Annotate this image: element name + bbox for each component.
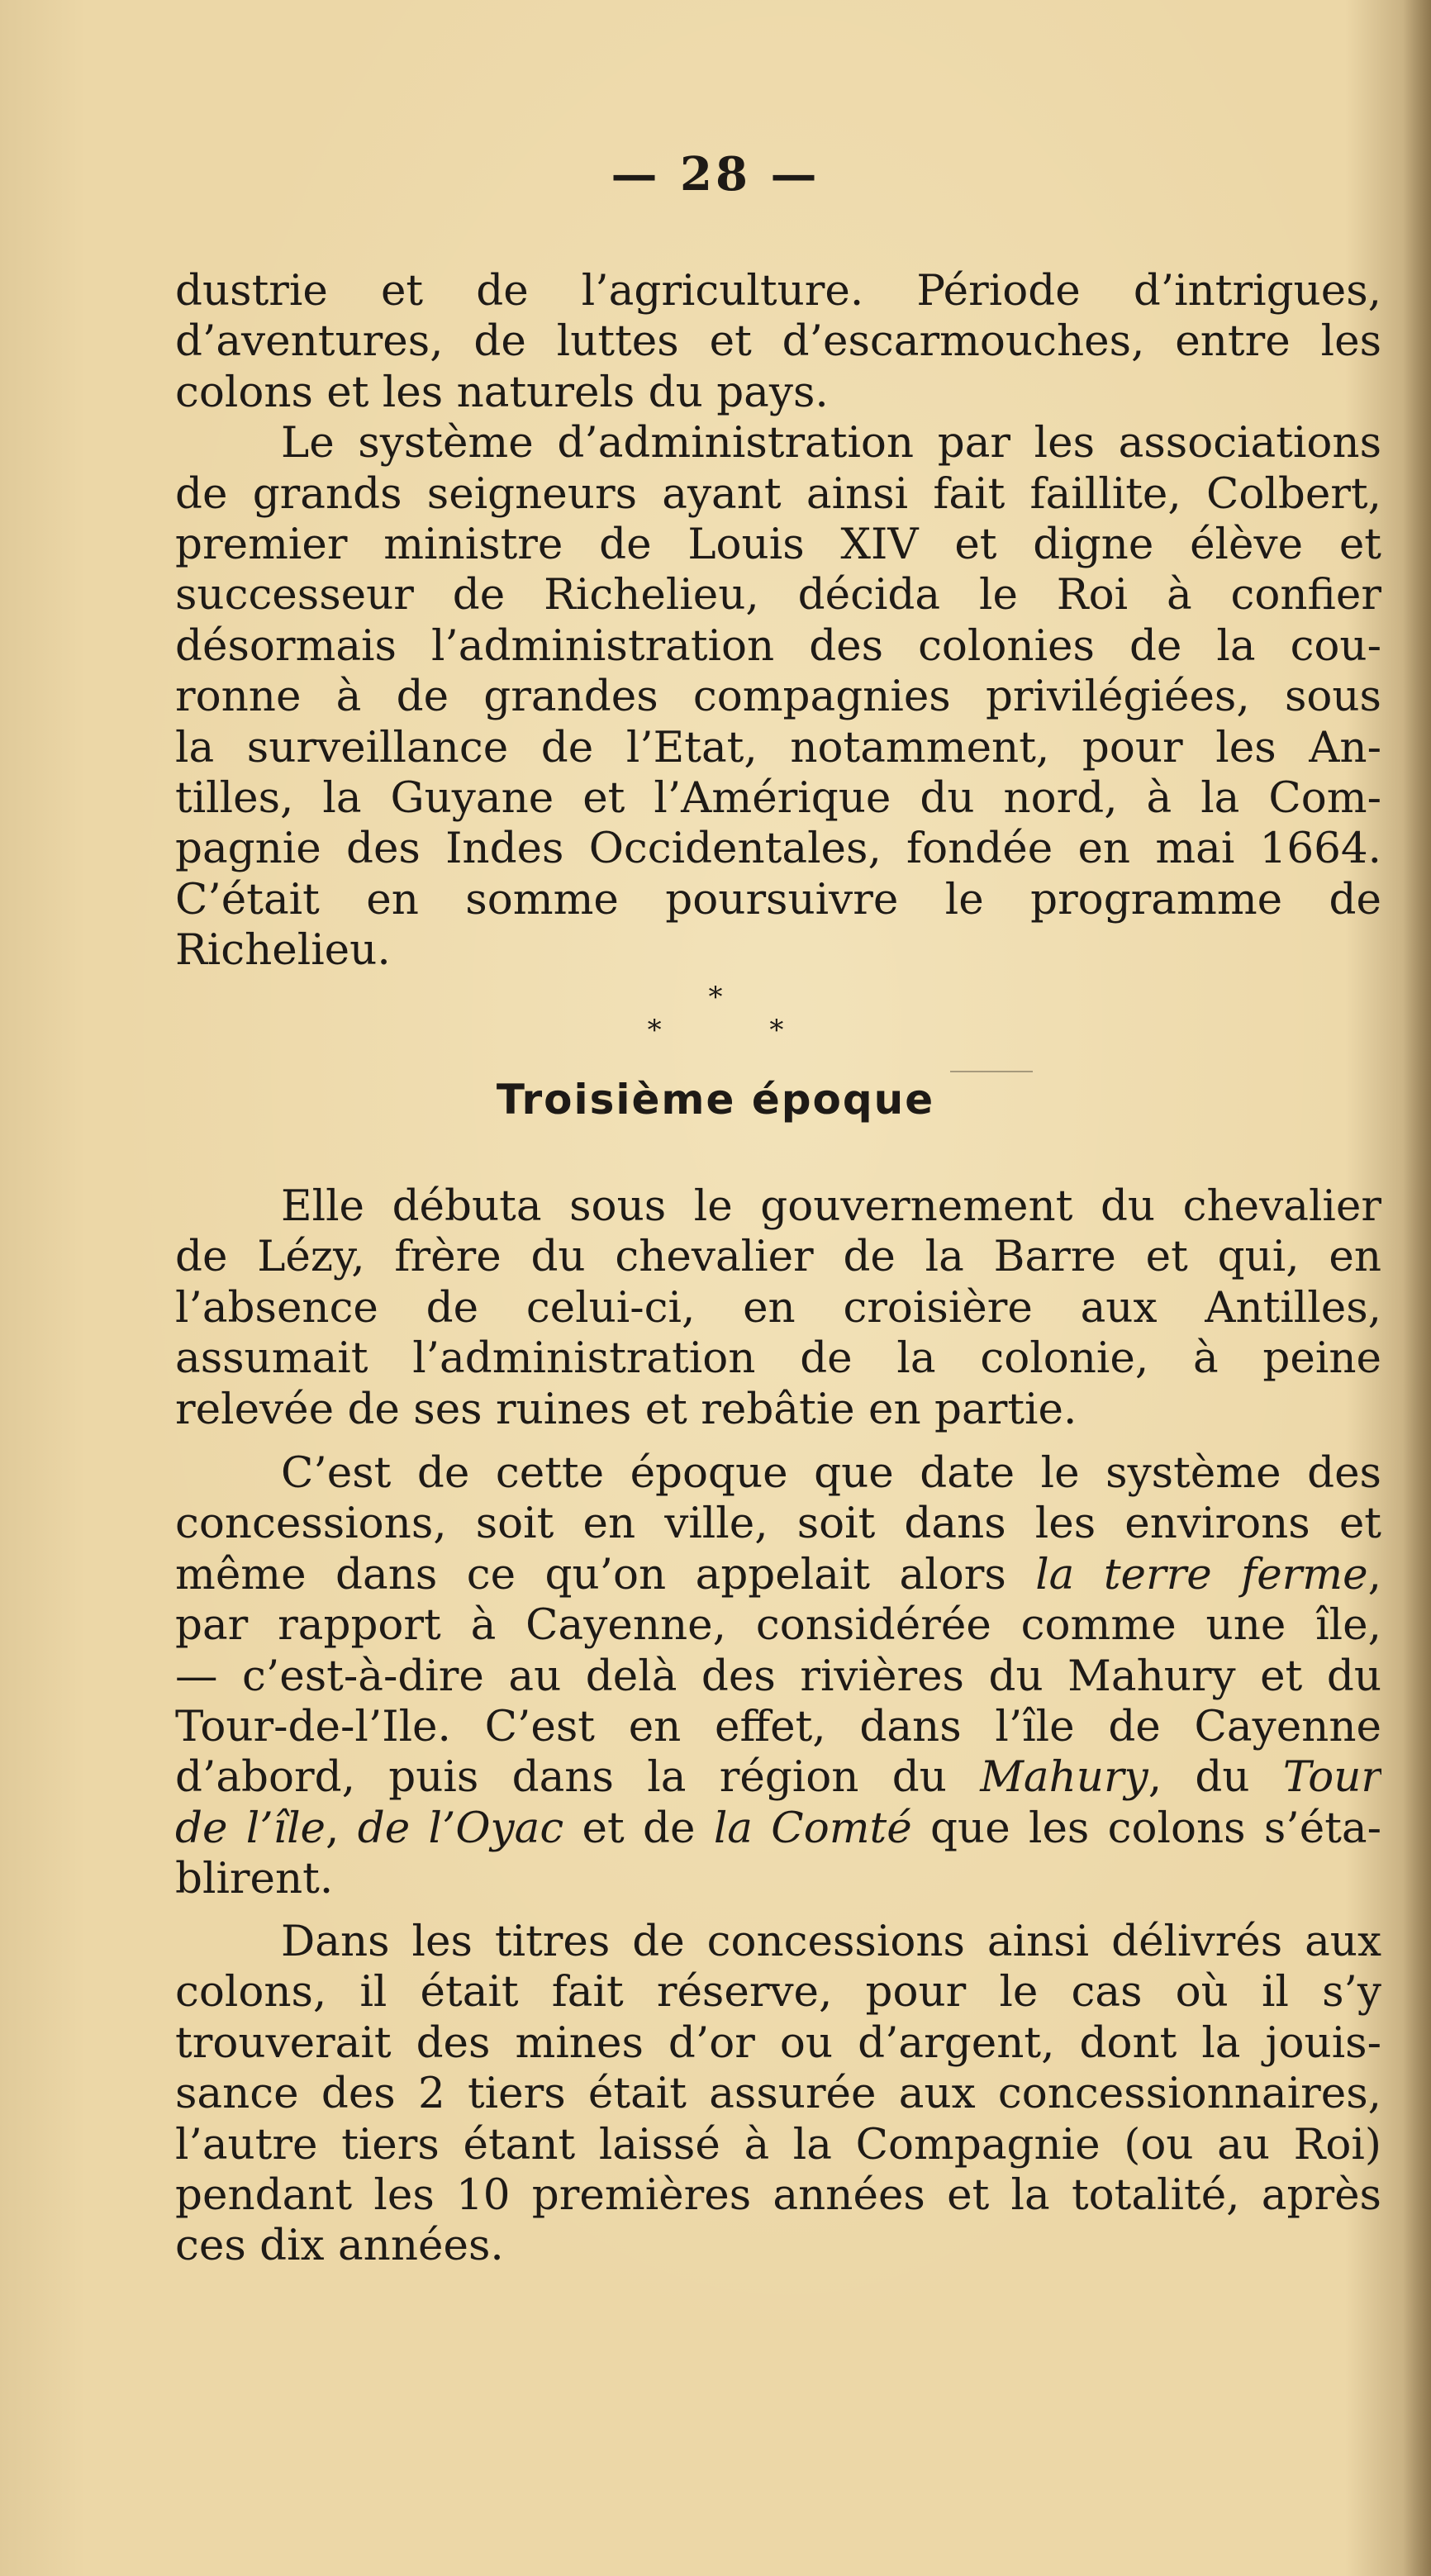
paragraph-titres bbox=[175, 1917, 1381, 2272]
text-line: C’était en somme poursuivre le programme de bbox=[175, 874, 1381, 924]
text-line bbox=[175, 1752, 1381, 1803]
text-line: ronne à de grandes compagnies privilégiées, sous bbox=[175, 672, 1381, 722]
text-line: d’aventures, de luttes et d’escarmouches, entre les bbox=[175, 316, 1381, 367]
page-number: — 28 — bbox=[611, 147, 820, 202]
italic-term: Tour bbox=[1282, 1752, 1381, 1803]
text-line: relevée de ses ruines et rebâtie en partie. bbox=[175, 1384, 1077, 1434]
paragraph-continuation bbox=[175, 266, 1381, 977]
text-line: tilles, la Guyane et l’Amérique du nord, à la Com- bbox=[175, 773, 1381, 824]
text-line: par rapport à Cayenne, considérée comme une île, bbox=[175, 1600, 1381, 1651]
text-line: Tour-de-l’Ile. C’est en effet, dans l’île de Cayenne bbox=[175, 1702, 1381, 1752]
text-line: assumait l’administration de la colonie, à peine bbox=[175, 1333, 1381, 1384]
text-line: sance des 2 tiers était assurée aux concessionnaires, bbox=[175, 2069, 1381, 2119]
text-line: colons, il était fait réserve, pour le cas où il s’y bbox=[175, 1967, 1381, 2018]
text-line: de Lézy, frère du chevalier de la Barre et qui, en bbox=[175, 1232, 1381, 1282]
paragraph-troisieme-epoque bbox=[175, 1181, 1381, 1435]
asterism-top: * bbox=[708, 981, 723, 1014]
text-line: — c’est-à-dire au delà des rivières du Mahury et du bbox=[175, 1651, 1381, 1701]
text-line: premier ministre de Louis XIV et digne élève et bbox=[175, 520, 1381, 570]
text-line bbox=[175, 1804, 1381, 1854]
text-line: Le système d’administration par les associations bbox=[281, 418, 1381, 468]
text-span: même dans ce qu’on appelait alors bbox=[175, 1549, 1036, 1599]
paragraph-concessions bbox=[175, 1448, 1381, 1905]
text-line: concessions, soit en ville, soit dans les environs et bbox=[175, 1499, 1381, 1549]
text-line: pendant les 10 premières années et la totalité, après bbox=[175, 2170, 1381, 2221]
text-line: trouverait des mines d’or ou d’argent, dont la jouis- bbox=[175, 2018, 1381, 2068]
text-line: la surveillance de l’Etat, notamment, pour les An- bbox=[175, 722, 1381, 772]
italic-term: la terre ferme bbox=[1035, 1549, 1368, 1599]
text-line: successeur de Richelieu, décida le Roi à confier bbox=[175, 570, 1381, 620]
text-line: dustrie et de l’agriculture. Période d’intrigues, bbox=[175, 266, 1381, 316]
text-line: pagnie des Indes Occidentales, fondée en mai 1664. bbox=[175, 824, 1381, 874]
text-span: , bbox=[326, 1803, 358, 1853]
text-line: ces dix années. bbox=[175, 2221, 504, 2271]
text-line bbox=[175, 1550, 1381, 1600]
text-line: colons et les naturels du pays. bbox=[175, 367, 829, 417]
page-edge-shadow bbox=[1403, 0, 1431, 2576]
text-line: Elle débuta sous le gouvernement du chevalier bbox=[281, 1181, 1381, 1231]
text-span: d’abord, puis dans la région du bbox=[175, 1752, 981, 1803]
heading-rule bbox=[950, 1071, 1033, 1072]
text-line: l’absence de celui-ci, en croisière aux Antilles, bbox=[175, 1282, 1381, 1333]
text-line: de grands seigneurs ayant ainsi fait faillite, Colbert, bbox=[175, 468, 1381, 519]
italic-term: Mahury bbox=[980, 1752, 1148, 1803]
text-span: que les colons s’éta- bbox=[911, 1803, 1381, 1853]
text-line: l’autre tiers étant laissé à la Compagnie (ou au Roi) bbox=[175, 2119, 1381, 2170]
text-line: Richelieu. bbox=[175, 925, 391, 976]
text-line: Dans les titres de concessions ainsi délivrés aux bbox=[281, 1917, 1381, 1966]
italic-term: de l’Oyac bbox=[357, 1803, 564, 1853]
text-line: désormais l’administration des colonies de la cou- bbox=[175, 620, 1381, 671]
text-line: C’est de cette époque que date le système des bbox=[281, 1448, 1381, 1498]
text-line: blirent. bbox=[175, 1854, 334, 1904]
text-span: et de bbox=[563, 1803, 714, 1853]
italic-term: de l’île bbox=[175, 1803, 326, 1853]
text-span: , bbox=[1367, 1549, 1381, 1599]
italic-term: la Comté bbox=[713, 1803, 912, 1853]
section-heading: Troisième époque bbox=[496, 1076, 935, 1124]
asterism-bottom: * * bbox=[647, 1014, 834, 1047]
text-span: , du bbox=[1148, 1752, 1283, 1803]
